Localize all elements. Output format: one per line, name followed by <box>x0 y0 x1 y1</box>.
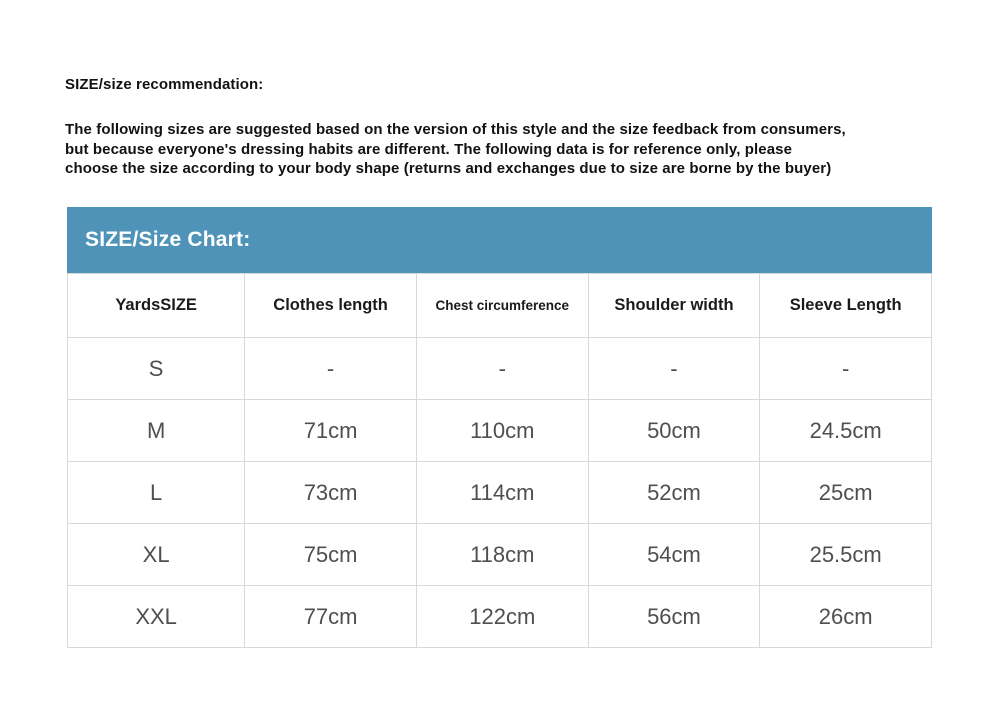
table-cell: 56cm <box>588 586 760 648</box>
table-row <box>68 524 932 586</box>
table-cell: 50cm <box>588 400 760 462</box>
size-chart-section <box>67 207 932 648</box>
table-cell: 75cm <box>245 524 417 586</box>
table-row <box>68 400 932 462</box>
column-header: Clothes length <box>245 274 417 338</box>
size-chart-title: SIZE/Size Chart: <box>85 228 251 251</box>
column-header: Sleeve Length <box>760 274 932 338</box>
table-cell: 110cm <box>416 400 588 462</box>
column-header: YardsSIZE <box>68 274 245 338</box>
table-cell: 54cm <box>588 524 760 586</box>
table-cell: XL <box>68 524 245 586</box>
size-chart-banner <box>67 207 932 273</box>
column-header: Shoulder width <box>588 274 760 338</box>
table-cell: 25cm <box>760 462 932 524</box>
table-row <box>68 586 932 648</box>
table-cell: XXL <box>68 586 245 648</box>
table-cell: 122cm <box>416 586 588 648</box>
table-cell: 26cm <box>760 586 932 648</box>
table-row <box>68 462 932 524</box>
table-cell: 77cm <box>245 586 417 648</box>
size-recommendation-paragraph <box>65 120 846 179</box>
table-cell: S <box>68 338 245 400</box>
table-cell: 25.5cm <box>760 524 932 586</box>
table-cell: - <box>760 338 932 400</box>
table-cell: 71cm <box>245 400 417 462</box>
table-cell: L <box>68 462 245 524</box>
paragraph-line: but because everyone's dressing habits are different. The following data is for reference only, please <box>65 140 793 158</box>
table-cell: 118cm <box>416 524 588 586</box>
table-cell: - <box>245 338 417 400</box>
paragraph-line: The following sizes are suggested based on the version of this style and the size feedback from consumers, <box>65 121 846 138</box>
column-header: Chest circumference <box>416 274 588 338</box>
paragraph-line: choose the size according to your body shape (returns and exchanges due to size are borne by the buyer) <box>65 160 832 177</box>
table-row <box>68 338 932 400</box>
table-cell: 114cm <box>416 462 588 524</box>
table-cell: 24.5cm <box>760 400 932 462</box>
table-cell: - <box>416 338 588 400</box>
table-cell: 73cm <box>245 462 417 524</box>
table-header-row <box>68 274 932 338</box>
table-cell: 52cm <box>588 462 760 524</box>
size-recommendation-heading: SIZE/size recommendation: <box>65 76 264 93</box>
table-cell: - <box>588 338 760 400</box>
table-cell: M <box>68 400 245 462</box>
size-table <box>67 273 932 648</box>
